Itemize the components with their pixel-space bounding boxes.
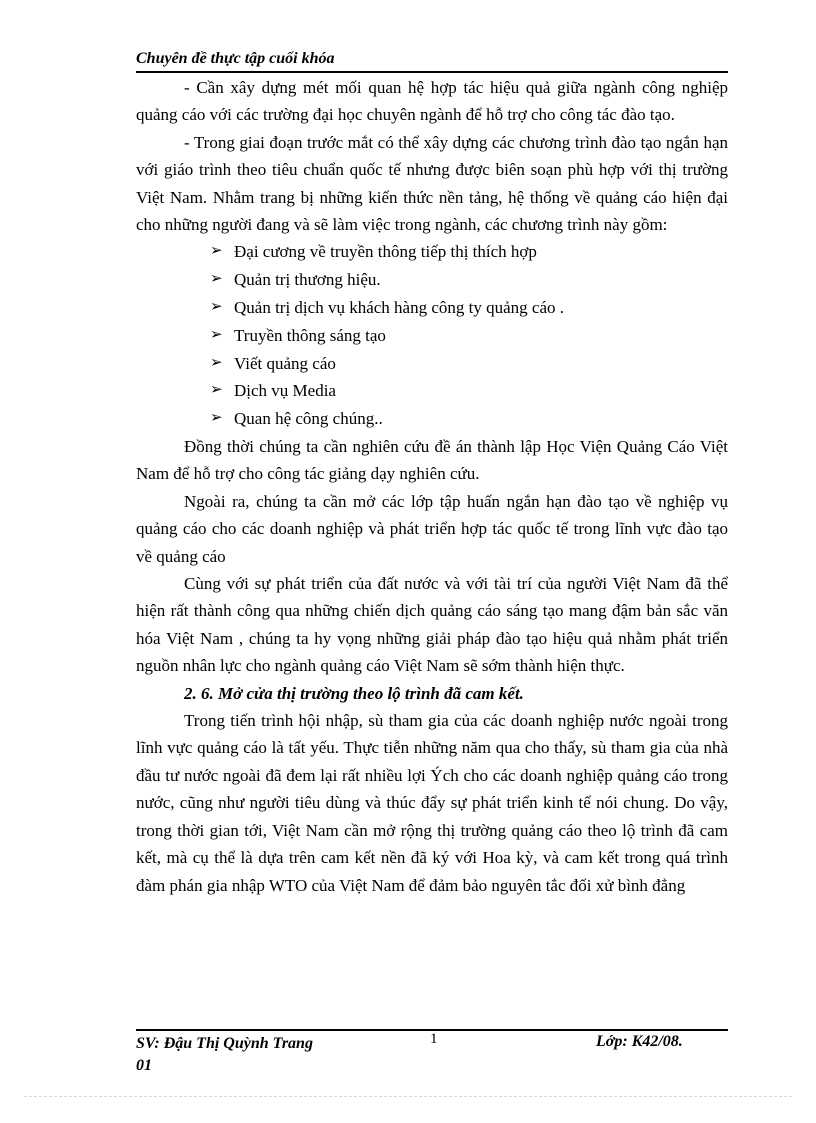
bullet-text: Quản trị thương hiệu. [234,270,381,290]
page-number: 1 [430,1031,438,1047]
footer-class-label: Lớp: K42/08. [596,1033,683,1050]
arrow-bullet-icon: ➢ [210,299,223,316]
bullet-text: Truyền thông sáng tạo [234,325,386,345]
program-bullet-list [136,238,728,433]
section-heading: 2. 6. Mở cửa thị trường theo lộ trình đã cam kết. [184,683,524,703]
paragraph: Đồng thời chúng ta cần nghiên cứu đề án thành lập Học Viện Quảng Cáo Việt Nam để hỗ trợ cho công tác giảng dạy nghiên cứu. [136,437,728,484]
document-body [136,74,728,899]
arrow-bullet-icon: ➢ [210,354,223,371]
bullet-text: Đại cương về truyền thông tiếp thị thích hợp [234,242,537,262]
paragraph: - Trong giai đoạn trước mắt có thể xây dựng các chương trình đào tạo ngắn hạn với giáo trình theo tiêu chuẩn quốc tế nhưng được biên soạn phù hợp với thị trường Việt Nam. Nhằm trang bị những kiến thức nền tảng, hệ thống về quảng cáo hiện đại cho những người đang và sẽ làm việc trong ngành, các chương trình này gồm: [136,132,728,235]
bullet-text: Quản trị dịch vụ khách hàng công ty quảng cáo . [234,298,564,318]
arrow-bullet-icon: ➢ [210,271,223,288]
student-suffix: 01 [136,1057,152,1074]
bullet-item [210,377,728,405]
bullet-item [210,350,728,378]
paragraph: - Cần xây dựng mét mối quan hệ hợp tác hiệu quả giữa ngành công nghiệp quảng cáo với các trường đại học chuyên ngành để hỗ trợ cho công tác đào tạo. [136,78,728,125]
bullet-item [210,405,728,433]
footer-student-name [136,1033,313,1077]
page-header-title: Chuyên đề thực tập cuối khóa [136,50,335,67]
arrow-bullet-icon: ➢ [210,382,223,399]
paragraph: Cùng với sự phát triển của đất nước và với tài trí của người Việt Nam đã thể hiện rất thành công qua những chiến dịch quảng cáo sáng tạo mang đậm bản sắc văn hóa Việt Nam , chúng ta hy vọng những giải pháp đào tạo hiệu quả nhằm phát triển nguồn nhân lực cho ngành quảng cáo Việt Nam sẽ sớm thành hiện thực. [136,574,728,676]
paragraph: Trong tiến trình hội nhập, sù tham gia của các doanh nghiệp nước ngoài trong lĩnh vực quảng cáo là tất yếu. Thực tiễn những năm qua cho thấy, sù tham gia của nhà đầu tư nước ngoài đã đem lại rất nhiều lợi Ých cho các doanh nghiệp quảng cáo trong nước, cũng như người tiêu dùng và thúc đẩy sự phát triển kinh tế nói chung. Do vậy, trong thời gian tới, Việt Nam cần mở rộng thị trường quảng cáo theo lộ trình đã cam kết, mà cụ thể là dựa trên cam kết nền đã ký với Hoa kỳ, và cam kết trong quá trình đàm phán gia nhập WTO của Việt Nam để đảm bảo nguyên tắc đối xử bình đẳng [136,711,728,895]
paragraph: Ngoài ra, chúng ta cần mở các lớp tập huấn ngắn hạn đào tạo về nghiệp vụ quảng cáo cho các doanh nghiệp và phát triển hợp tác quốc tế trong lĩnh vực đào tạo về quảng cáo [136,491,728,566]
bullet-text: Viết quảng cáo [234,353,336,373]
bullet-item [210,266,728,294]
bullet-item [210,238,728,266]
arrow-bullet-icon: ➢ [210,326,223,343]
bullet-item [210,322,728,350]
bullet-item [210,294,728,322]
header-rule [136,71,728,73]
arrow-bullet-icon: ➢ [210,410,223,427]
arrow-bullet-icon: ➢ [210,243,223,260]
bullet-text: Dịch vụ Media [234,381,336,401]
bullet-text: Quan hệ công chúng.. [234,409,383,429]
page-bottom-border [24,1096,792,1097]
student-name: SV: Đậu Thị Quỳnh Trang [136,1035,313,1052]
